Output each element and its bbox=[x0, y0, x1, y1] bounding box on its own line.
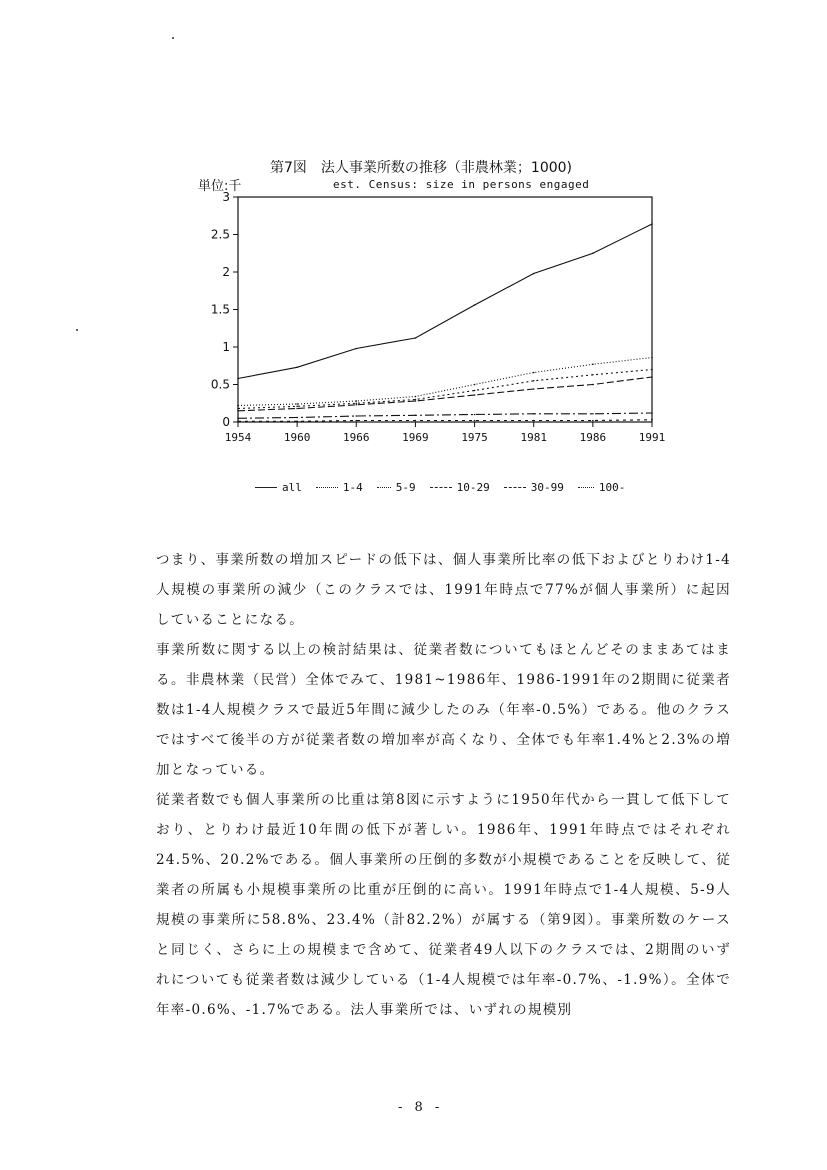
data-point-all bbox=[474, 304, 476, 306]
series-line-3099 bbox=[238, 413, 652, 418]
line-chart bbox=[190, 185, 670, 460]
legend-label: 10-29 bbox=[456, 481, 490, 494]
series-line-59 bbox=[238, 370, 652, 409]
legend-label: 1-4 bbox=[342, 481, 363, 494]
data-point-all bbox=[533, 273, 535, 275]
data-point-1029 bbox=[355, 404, 357, 406]
legend-item-all bbox=[255, 481, 302, 494]
data-point-3099 bbox=[415, 414, 417, 416]
legend-swatch-dotted bbox=[377, 487, 391, 488]
data-point-100 bbox=[533, 420, 535, 422]
data-point-14 bbox=[651, 357, 653, 359]
data-point-1029 bbox=[296, 408, 298, 410]
legend-item-1-4 bbox=[316, 481, 363, 494]
data-point-all bbox=[296, 366, 298, 368]
data-point-all bbox=[651, 223, 653, 225]
data-point-14 bbox=[533, 372, 535, 374]
x-tick-label: 1981 bbox=[520, 431, 547, 444]
data-point-3099 bbox=[592, 413, 594, 415]
series-line-1029 bbox=[238, 377, 652, 411]
data-point-all bbox=[415, 337, 417, 339]
y-tick-label: 2 bbox=[222, 265, 230, 279]
chart-series bbox=[237, 223, 653, 422]
data-point-59 bbox=[533, 380, 535, 382]
x-tick-label: 1969 bbox=[402, 431, 429, 444]
page-number: - 8 - bbox=[398, 1100, 444, 1115]
data-point-100 bbox=[415, 420, 417, 422]
y-tick-label: 2.5 bbox=[210, 227, 230, 242]
chart-ticks bbox=[211, 190, 665, 444]
chart-axes bbox=[238, 197, 652, 422]
legend-label: all bbox=[282, 481, 302, 494]
data-point-3099 bbox=[474, 414, 476, 416]
data-point-3099 bbox=[651, 412, 653, 414]
data-point-1029 bbox=[533, 388, 535, 390]
data-point-1029 bbox=[415, 400, 417, 402]
data-point-14 bbox=[296, 403, 298, 405]
data-point-100 bbox=[592, 420, 594, 422]
x-tick-label: 1954 bbox=[224, 431, 252, 444]
x-tick-label: 1966 bbox=[343, 431, 370, 444]
y-tick-label: 1 bbox=[222, 340, 230, 354]
paragraph: 従業者数でも個人事業所の比重は第8図に示すように1950年代から一貫して低下しており、とりわけ最近10年間の低下が著しい。1986年、1991年時点ではそれぞれ24.5%、20.2%である。個人事業所の圧倒的多数が小規模であることを反映して、従業者の所属も小規模事業所の比重が圧倒的に高い。1991年時点で1-4人規模、5-9人規模の事業所に58.8%、23.4%（計82.2%）が属する（第9図）。事業所数のケースと同じく、さらに上の規模まで含めて、従業者49人以下のクラスでは、2期間のいずれについても従業者数は減少している（1-4人規模では年率-0.7%、-1.9%）。全体で年率-0.6%、-1.7%である。法人事業所では、いずれの規模別 bbox=[156, 792, 731, 1018]
plot-frame bbox=[238, 197, 652, 422]
data-point-14 bbox=[355, 400, 357, 402]
data-point-3099 bbox=[296, 417, 298, 419]
legend-label: 5-9 bbox=[395, 481, 416, 494]
legend-item-5-9 bbox=[377, 481, 416, 494]
legend-item-10-29 bbox=[430, 481, 490, 494]
paragraph: 事業所数に関する以上の検討結果は、従業者数についてもほとんどそのままあてはまる。非農林業（民営）全体でみて、1981~1986年、1986-1991年の2期間に従業者数は1-4人規模クラスで最近5年間に減少したのみ（年率-0.5%）である。他のクラスではすべて後半の方が従業者数の増加率が高くなり、全体でも年率1.4%と2.3%の増加となっている。 bbox=[156, 642, 731, 778]
legend-swatch-solid bbox=[255, 487, 277, 488]
series-line-14 bbox=[238, 358, 652, 406]
legend-item-100 bbox=[578, 481, 626, 494]
legend-label: 30-99 bbox=[530, 481, 564, 494]
body-text bbox=[156, 545, 731, 1025]
data-point-all bbox=[355, 348, 357, 350]
data-point-all bbox=[592, 252, 594, 254]
chart-title: 第7図 法人事業所数の推移（非農林業；1000) bbox=[270, 160, 572, 176]
data-point-14 bbox=[415, 396, 417, 398]
data-point-1029 bbox=[651, 376, 653, 378]
y-tick-label: 0.5 bbox=[210, 377, 230, 392]
data-point-3099 bbox=[533, 413, 535, 415]
data-point-59 bbox=[355, 402, 357, 404]
data-point-14 bbox=[592, 363, 594, 365]
data-point-100 bbox=[355, 420, 357, 422]
data-point-59 bbox=[296, 405, 298, 407]
legend-label: 100- bbox=[598, 481, 626, 494]
x-tick-label: 1986 bbox=[579, 431, 607, 444]
legend-item-30-99 bbox=[504, 481, 564, 494]
legend-swatch-dashed bbox=[504, 487, 526, 488]
data-point-14 bbox=[474, 384, 476, 386]
legend-swatch-dashed bbox=[430, 487, 452, 488]
data-point-100 bbox=[474, 420, 476, 422]
data-point-59 bbox=[592, 374, 594, 376]
data-point-all bbox=[237, 378, 239, 380]
data-point-100 bbox=[651, 419, 653, 421]
chart-subtitle: est. Census: size in persons engaged bbox=[333, 178, 590, 191]
data-point-1029 bbox=[592, 384, 594, 386]
data-point-1029 bbox=[237, 410, 239, 412]
x-tick-label: 1960 bbox=[283, 431, 311, 444]
data-point-59 bbox=[237, 408, 239, 410]
legend-swatch-dotted bbox=[578, 487, 594, 488]
data-point-1029 bbox=[474, 394, 476, 396]
x-tick-label: 1975 bbox=[461, 431, 488, 444]
y-tick-label: 1.5 bbox=[210, 302, 230, 317]
unit-label: 単位:千 bbox=[198, 179, 242, 194]
x-tick-label: 1991 bbox=[638, 431, 666, 444]
data-point-3099 bbox=[237, 417, 239, 419]
data-point-14 bbox=[237, 405, 239, 407]
legend-swatch-dotted bbox=[316, 487, 338, 488]
series-line-all bbox=[238, 224, 652, 379]
scan-speck bbox=[76, 329, 78, 331]
scan-speck bbox=[172, 37, 174, 39]
chart-legend bbox=[255, 481, 625, 494]
data-point-59 bbox=[415, 399, 417, 401]
data-point-100 bbox=[296, 420, 298, 422]
y-tick-label: 0 bbox=[222, 415, 230, 429]
paragraph: つまり、事業所数の増加スピードの低下は、個人事業所比率の低下およびとりわけ1-4人規模の事業所の減少（このクラスでは、1991年時点で77%が個人事業所）に起因していることになる。 bbox=[156, 552, 731, 628]
data-point-59 bbox=[651, 369, 653, 371]
y-tick-label: 3 bbox=[222, 190, 230, 204]
data-point-3099 bbox=[355, 415, 357, 417]
data-point-59 bbox=[474, 390, 476, 392]
series-line-100 bbox=[238, 420, 652, 422]
